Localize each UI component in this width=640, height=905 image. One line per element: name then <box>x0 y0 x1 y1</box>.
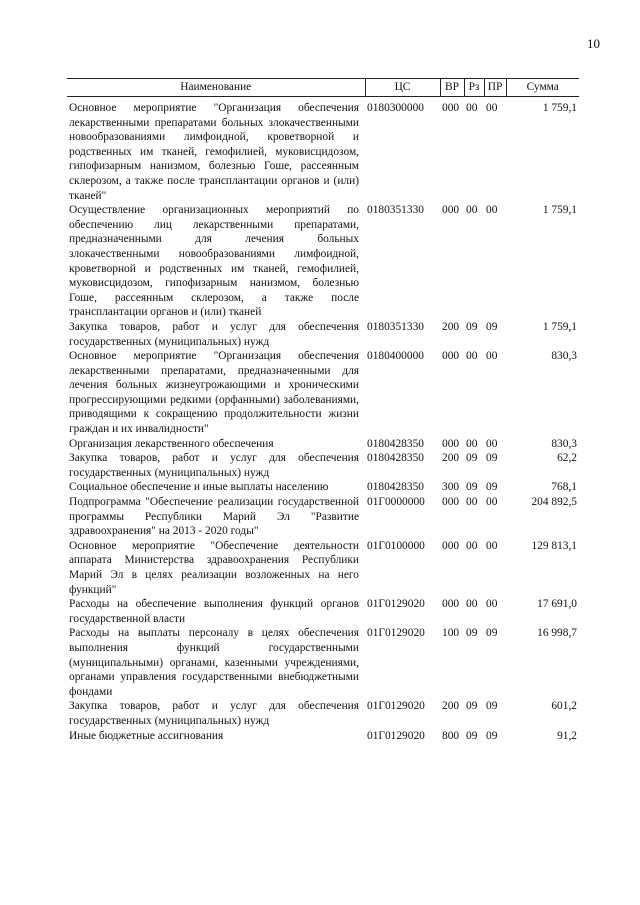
table-row <box>67 495 579 539</box>
row-code: 0180428350 <box>367 481 424 494</box>
row-sum: 91,2 <box>557 729 577 742</box>
row-vr: 200 <box>442 320 460 333</box>
table-row <box>67 480 579 495</box>
row-pr: 09 <box>486 729 498 742</box>
row-rz: 00 <box>466 350 478 363</box>
row-vr: 000 <box>442 102 460 114</box>
row-rz: 09 <box>466 320 478 333</box>
row-rz: 09 <box>466 729 478 742</box>
row-code: 01Г0129020 <box>367 627 425 640</box>
row-name: Подпрограмма "Обеспечение реализации государственной программы Республики Марий Эл "Развитие здравоохранения" на 2013 - 2020 годы" <box>69 496 359 538</box>
row-pr: 00 <box>486 437 498 450</box>
row-rz: 00 <box>466 204 478 217</box>
row-name: Основное мероприятие "Организация обеспечения лекарственными препаратами, предназначенными для лечения больных жизнеугрожающими и хроническими прогрессирующими редкими (орфанными) заболеваниями, приводящими к сокращению продолжительности жизни граждан и их инвалидности" <box>69 350 359 436</box>
row-sum: 1 759,1 <box>542 102 577 114</box>
table-row <box>67 539 579 597</box>
row-sum: 768,1 <box>551 481 577 494</box>
row-rz: 00 <box>466 598 478 611</box>
row-name: Закупка товаров, работ и услуг для обеспечения государственных (муниципальных) нужд <box>69 452 359 479</box>
row-pr: 00 <box>486 204 498 217</box>
row-vr: 000 <box>442 350 460 363</box>
row-rz: 09 <box>466 627 478 640</box>
row-name: Закупка товаров, работ и услуг для обеспечения государственных (муниципальных) нужд <box>69 320 359 348</box>
row-name: Расходы на выплаты персоналу в целях обеспечения выполнения функций государственными (муниципальными) органами, казенными учреждениями, органами управления государственными внебюджетными фондами <box>69 627 359 698</box>
row-pr: 00 <box>486 598 498 611</box>
row-code: 01Г0000000 <box>367 496 425 509</box>
row-sum: 601,2 <box>551 700 577 713</box>
row-vr: 000 <box>442 437 460 450</box>
row-vr: 200 <box>442 452 460 465</box>
table-row <box>67 626 579 699</box>
table-row <box>67 320 579 349</box>
table-row <box>67 597 579 626</box>
row-vr: 100 <box>442 627 460 640</box>
table-row <box>67 451 579 480</box>
budget-table <box>67 78 579 743</box>
table-row <box>67 97 579 204</box>
row-code: 01Г0129020 <box>367 729 425 742</box>
header-sum: Сумма <box>506 79 579 97</box>
row-code: 01Г0129020 <box>367 598 425 611</box>
row-vr: 200 <box>442 700 460 713</box>
row-pr: 09 <box>486 627 498 640</box>
table-row <box>67 203 579 320</box>
header-pr: ПР <box>484 79 506 97</box>
row-name: Закупка товаров, работ и услуг для обеспечения государственных (муниципальных) нужд <box>69 700 359 727</box>
row-vr: 000 <box>442 496 460 509</box>
table-row <box>67 349 579 437</box>
row-vr: 000 <box>442 539 460 552</box>
row-pr: 00 <box>486 539 498 552</box>
row-pr: 09 <box>486 320 498 333</box>
row-pr: 09 <box>486 452 498 465</box>
row-vr: 800 <box>442 729 460 742</box>
row-pr: 00 <box>486 350 498 363</box>
header-vr: ВР <box>440 79 464 97</box>
row-name: Расходы на обеспечение выполнения функций органов государственной власти <box>69 598 359 625</box>
row-code: 01Г0129020 <box>367 700 425 713</box>
table-row <box>67 699 579 728</box>
row-sum: 830,3 <box>551 437 577 450</box>
table-row <box>67 729 579 744</box>
row-code: 0180400000 <box>367 350 424 363</box>
row-code: 0180300000 <box>367 102 424 114</box>
row-name: Социальное обеспечение и иные выплаты населению <box>69 481 329 494</box>
row-code: 01Г0100000 <box>367 539 425 552</box>
row-name: Осуществление организационных мероприятий по обеспечению лиц лекарственными препаратами, предназначенными для лечения больных злокачественными новообразованиями лимфоидной, кроветворной и родственных им тканей, гемофилией, муковисцидозом, гипофизарным нанизмом, болезнью Гоше, рассеянным склерозом, а также после трансплантации органов и (или) тканей <box>69 204 359 319</box>
row-rz: 00 <box>466 437 478 450</box>
row-sum: 16 998,7 <box>537 627 577 640</box>
row-rz: 00 <box>466 539 478 552</box>
row-rz: 09 <box>466 452 478 465</box>
row-name: Основное мероприятие "Организация обеспечения лекарственными препаратами больных злокачественными новообразованиями лимфоидной, кроветворной и родственных им тканей, гемофилией, муковисцидозом, гипофизарным нанизмом, болезнью Гоше, рассеянным склерозом, а также после трансплантации органов и (или) тканей" <box>69 102 359 202</box>
row-pr: 09 <box>486 700 498 713</box>
row-rz: 09 <box>466 700 478 713</box>
row-rz: 00 <box>466 102 478 114</box>
row-sum: 17 691,0 <box>537 598 577 611</box>
table-row <box>67 437 579 452</box>
page-number: 10 <box>587 36 600 51</box>
row-rz: 00 <box>466 496 478 509</box>
row-vr: 000 <box>442 204 460 217</box>
header-code: ЦС <box>365 79 440 97</box>
row-vr: 300 <box>442 481 460 494</box>
row-sum: 1 759,1 <box>542 320 577 333</box>
row-sum: 62,2 <box>557 452 577 465</box>
row-code: 0180351330 <box>367 204 424 217</box>
row-name: Организация лекарственного обеспечения <box>69 437 274 450</box>
row-pr: 09 <box>486 481 498 494</box>
header-name: Наименование <box>67 79 365 97</box>
header-rz: Рз <box>464 79 484 97</box>
row-sum: 204 892,5 <box>531 496 577 509</box>
table-header-row <box>67 79 579 97</box>
row-pr: 00 <box>486 496 498 509</box>
row-sum: 1 759,1 <box>542 204 577 217</box>
row-code: 0180428350 <box>367 437 424 450</box>
row-vr: 000 <box>442 598 460 611</box>
row-sum: 129 813,1 <box>531 539 577 552</box>
row-rz: 09 <box>466 481 478 494</box>
row-pr: 00 <box>486 102 498 114</box>
row-code: 0180428350 <box>367 452 424 465</box>
row-code: 0180351330 <box>367 320 424 333</box>
row-sum: 830,3 <box>551 350 577 363</box>
row-name: Иные бюджетные ассигнования <box>69 729 224 742</box>
row-name: Основное мероприятие "Обеспечение деятельности аппарата Министерства здравоохранения Республики Марий Эл в целях реализации возложенных на него функций" <box>69 539 359 596</box>
